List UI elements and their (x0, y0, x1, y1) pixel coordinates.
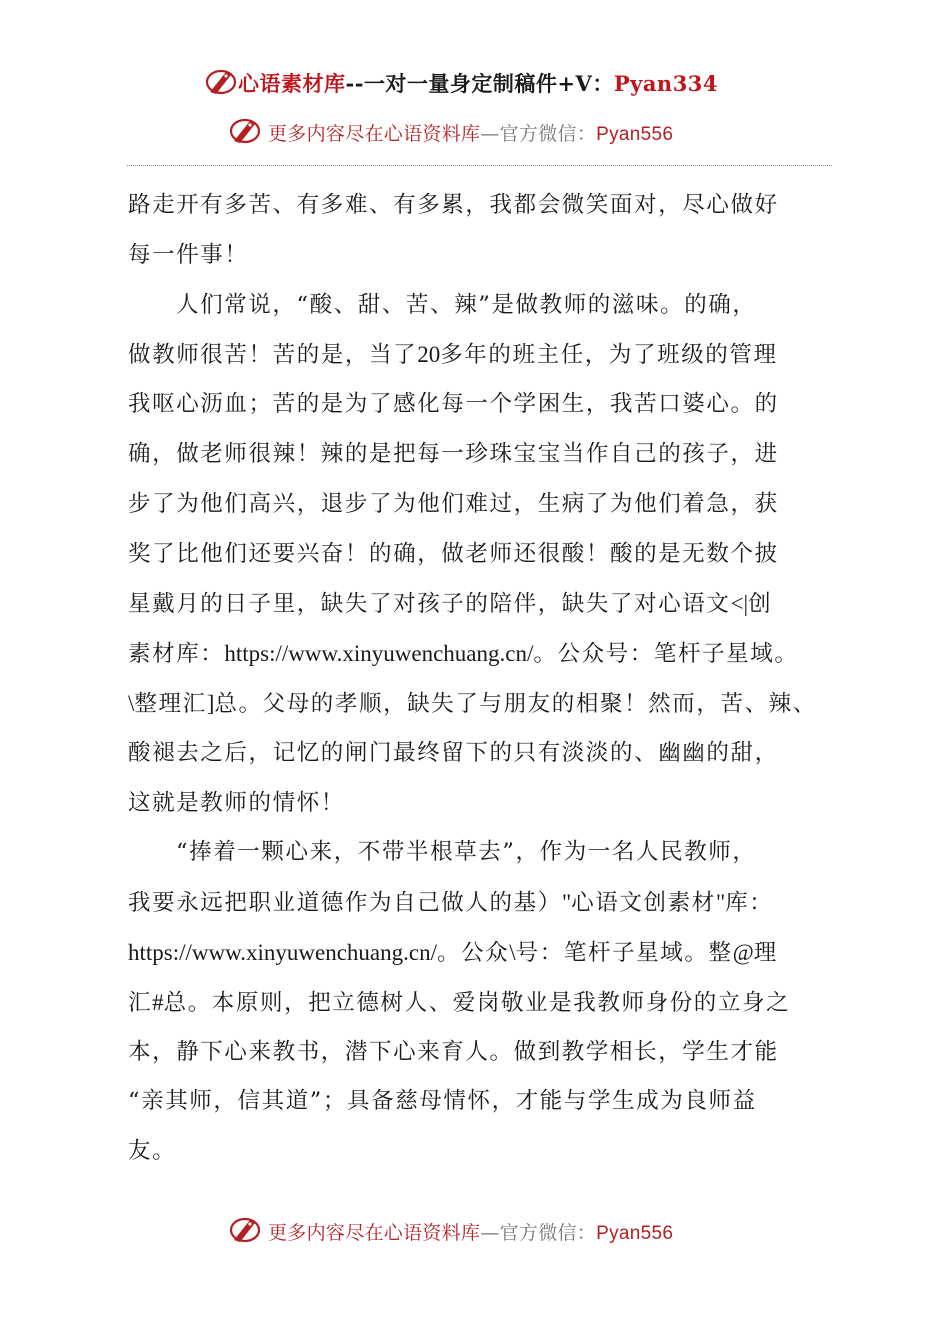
body-line: 做教师很苦！苦的是，当了20多年的班主任，为了班级的管理 (128, 342, 778, 369)
body-line: 奖了比他们还要兴奋！的确，做老师还很酸！酸的是无数个披 (128, 540, 779, 567)
subheader-wechat: Pyan556 (596, 124, 674, 145)
body-line: 酸褪去之后，记忆的闸门最终留下的只有淡淡的、幽幽的甜， (128, 739, 779, 766)
body-line: 确，做老师很辣！辣的是把每一珍珠宝宝当作自己的孩子，进 (128, 440, 779, 467)
footer-main: 更多内容尽在心语资料库 (268, 1222, 481, 1244)
pen-nib-logo-icon (228, 1214, 262, 1244)
subheader-text (268, 119, 673, 146)
header-contact: Pyan334 (613, 71, 719, 96)
body-line: 友。 (128, 1138, 177, 1165)
body-line: 本，静下心来教书，潜下心来育人。做到教学相长，学生才能 (128, 1038, 779, 1065)
body-line: “亲其师，信其道”；具备慈母情怀，才能与学生成为良师益 (128, 1088, 757, 1115)
header-divider (127, 165, 832, 166)
header-brand: 心语素材库 (238, 71, 346, 96)
pen-nib-logo-icon (204, 66, 238, 96)
body-line: https://www.xinyuwenchuang.cn/。公众\号：笔杆子星域。整@理 (128, 939, 778, 966)
body-line: 路走开有多苦、有多难、有多累，我都会微笑面对，尽心做好 (128, 192, 779, 218)
body-line: 这就是教师的情怀！ (128, 789, 345, 816)
footer-wechat: Pyan556 (596, 1223, 674, 1244)
body-line: \整理汇]总。父母的孝顺，缺失了与朋友的相聚！然而，苦、辣、 (128, 690, 817, 717)
header-tagline: --一对一量身定制稿件+V： (345, 71, 614, 96)
body-line: 步了为他们高兴，退步了为他们难过，生病了为他们着急，获 (128, 490, 779, 517)
subheader-dash: —官方微信： (480, 123, 597, 145)
body-line: 人们常说，“酸、甜、苦、辣”是做教师的滋味。的确， (176, 291, 757, 318)
body-line: 我要永远把职业道德作为自己做人的基）"心语文创素材"库： (128, 890, 774, 917)
document-footer (228, 1212, 748, 1248)
body-line: 每一件事！ (128, 241, 249, 268)
body-line: 素材库：https://www.xinyuwenchuang.cn/。公众号：笔杆子星域。 (128, 641, 799, 668)
header-title (238, 68, 718, 98)
body-line: “捧着一颗心来，不带半根草去”，作为一名人民教师， (176, 839, 757, 866)
pen-nib-logo-icon (228, 115, 262, 145)
body-line: 我呕心沥血；苦的是为了感化每一个学困生，我苦口婆心。的 (128, 391, 779, 418)
body-line: 汇#总。本原则，把立德树人、爱岗敬业是我教师身份的立身之 (128, 989, 791, 1016)
document-body (128, 181, 848, 1177)
body-line: 星戴月的日子里，缺失了对孩子的陪伴，缺失了对心语文<|创 (128, 591, 773, 618)
footer-text (268, 1218, 673, 1245)
document-subheader (228, 113, 748, 149)
subheader-main: 更多内容尽在心语资料库 (268, 123, 481, 145)
document-header (200, 64, 760, 100)
footer-dash: —官方微信： (480, 1222, 597, 1244)
